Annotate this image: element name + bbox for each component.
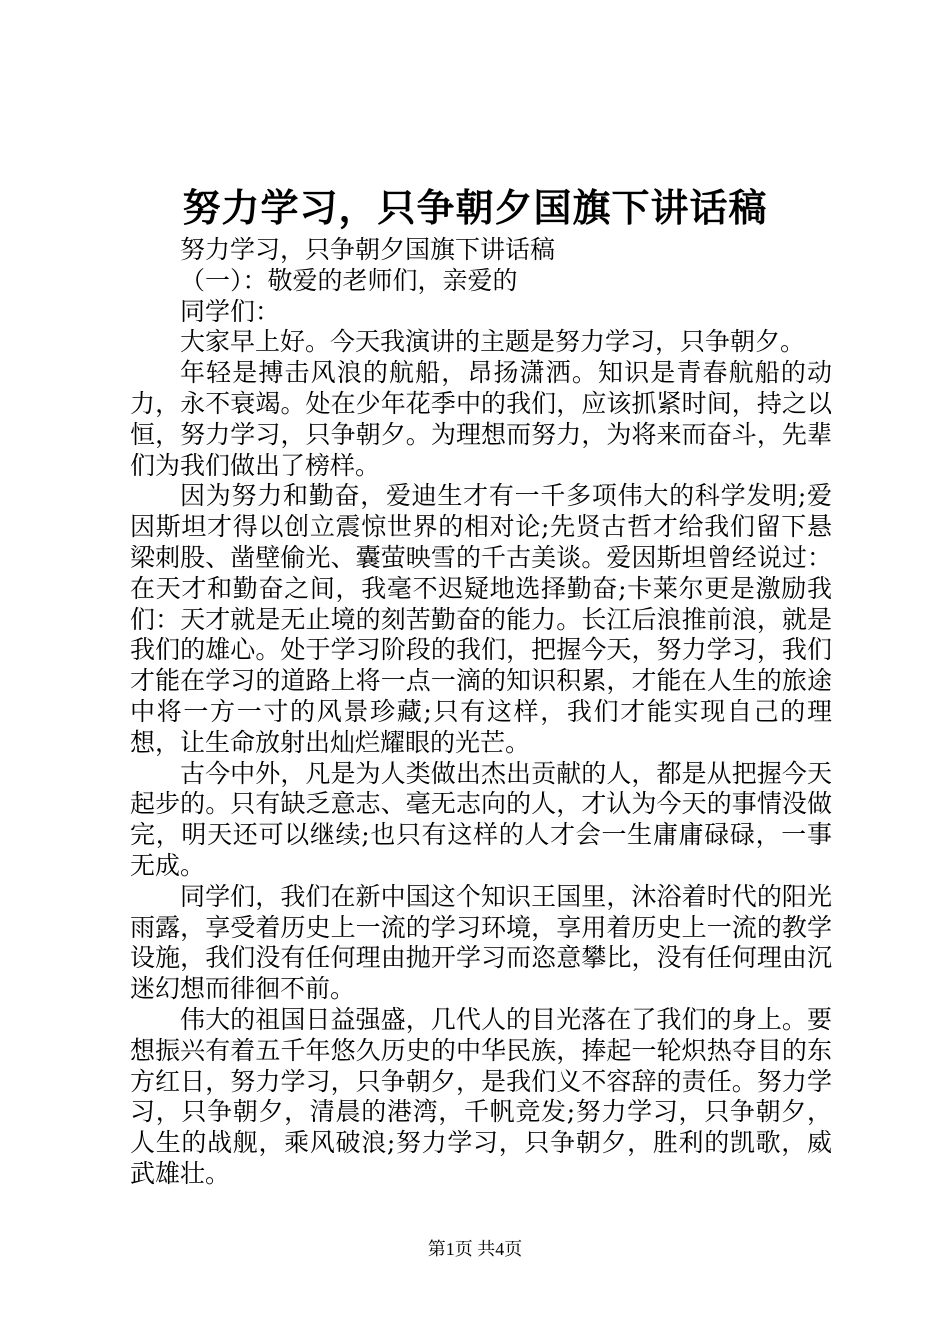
paragraph: 因为努力和勤奋，爱迪生才有一千多项伟大的科学发明;爱因斯坦才得以创立震惊世界的相对论;先贤古哲才给我们留下悬梁刺股、凿壁偷光、囊萤映雪的千古美谈。爱因斯坦曾经说过：在天才和勤奋之间，我毫不迟疑地选择勤奋;卡莱尔更是激励我们：天才就是无止境的刻苦勤奋的能力。长江后浪推前浪，就是我们的雄心。处于学习阶段的我们，把握今天，努力学习，我们才能在学习的道路上将一点一滴的知识积累，才能在人生的旅途中将一方一寸的风景珍藏;只有这样，我们才能实现自己的理想，让生命放射出灿烂耀眼的光芒。 [130,481,832,757]
document-body [130,235,832,1190]
paragraph: 古今中外，凡是为人类做出杰出贡献的人，都是从把握今天起步的。只有缺乏意志、毫无志向的人，才认为今天的事情没做完，明天还可以继续;也只有这样的人才会一生庸庸碌碌，一事无成。 [130,758,832,880]
paragraph: （一）：敬爱的老师们，亲爱的 [180,265,518,295]
document-title: 努力学习，只争朝夕国旗下讲话稿 [182,185,768,230]
page-number-footer: 第1页 共4页 [427,1239,523,1259]
paragraph: 同学们，我们在新中国这个知识王国里，沐浴着时代的阳光雨露，享受着历史上一流的学习环境，享用着历史上一流的教学设施，我们没有任何理由抛开学习而恣意攀比，没有任何理由沉迷幻想而徘徊不前。 [130,881,832,1004]
paragraph: 年轻是搏击风浪的航船，昂扬潇洒。知识是青春航船的动力，永不衰竭。处在少年花季中的我们，应该抓紧时间，持之以恒，努力学习，只争朝夕。为理想而努力，为将来而奋斗，先辈们为我们做出了榜样。 [130,358,832,480]
paragraph: 伟大的祖国日益强盛，几代人的目光落在了我们的身上。要想振兴有着五千年悠久历史的中华民族，捧起一轮炽热夺目的东方红日，努力学习，只争朝夕，是我们义不容辞的责任。努力学习，只争朝夕，清晨的港湾，千帆竞发;努力学习，只争朝夕，人生的战舰，乘风破浪;努力学习，只争朝夕，胜利的凯歌，威武雄壮。 [130,1004,832,1188]
paragraph: 大家早上好。今天我演讲的主题是努力学习，只争朝夕。 [180,327,806,357]
paragraph: 同学们： [180,296,281,326]
paragraph: 努力学习，只争朝夕国旗下讲话稿 [180,235,556,264]
